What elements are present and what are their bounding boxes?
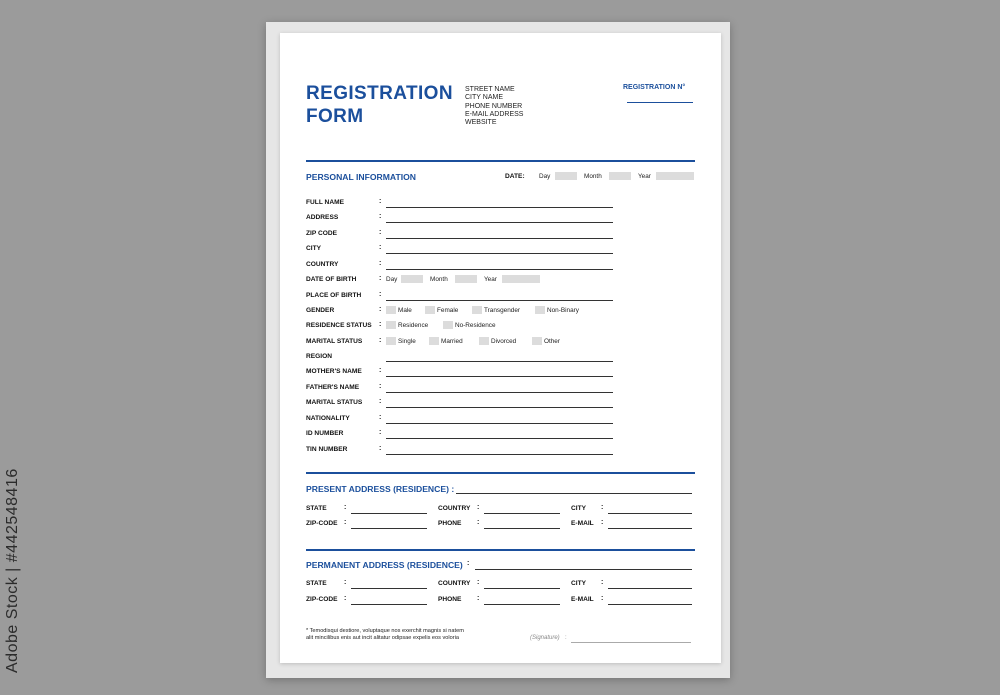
permanent-address-field[interactable] xyxy=(475,569,692,570)
colon: : xyxy=(601,519,604,526)
colon: : xyxy=(477,519,480,526)
fathers-name-field[interactable] xyxy=(386,392,613,393)
footnote-line1: * Temodisqui destiore, voluptaque nos exerchit magnis si natem xyxy=(306,628,464,634)
present-zip-label: ZIP-CODE xyxy=(306,520,338,527)
dob-day-label: Day xyxy=(386,276,398,283)
present-email-field[interactable] xyxy=(608,528,692,529)
present-country-label: COUNTRY xyxy=(438,505,471,512)
permanent-state-label: STATE xyxy=(306,580,327,587)
colon: : xyxy=(344,519,347,526)
gender-male-checkbox[interactable] xyxy=(386,306,396,314)
colon: : xyxy=(379,383,382,390)
colon: : xyxy=(379,337,382,344)
personal-info-title: PERSONAL INFORMATION xyxy=(306,172,416,182)
marital-single-checkbox[interactable] xyxy=(386,337,396,345)
contact-street: STREET NAME xyxy=(465,86,515,93)
full-name-field[interactable] xyxy=(386,207,613,208)
marital-other-label: Other xyxy=(544,338,560,345)
gender-nonbinary-label: Non-Binary xyxy=(547,307,579,314)
mothers-name-field[interactable] xyxy=(386,376,613,377)
colon: : xyxy=(477,595,480,602)
colon: : xyxy=(565,635,567,641)
present-country-field[interactable] xyxy=(484,513,560,514)
gender-transgender-label: Transgender xyxy=(484,307,520,314)
date-year-field[interactable] xyxy=(656,172,694,180)
marital-status-2-label: MARITAL STATUS xyxy=(306,399,363,406)
id-number-label: ID NUMBER xyxy=(306,430,344,437)
dob-month-label: Month xyxy=(430,276,448,283)
permanent-phone-label: PHONE xyxy=(438,596,462,603)
colon: : xyxy=(344,504,347,511)
colon: : xyxy=(379,306,382,313)
present-address-title: PRESENT ADDRESS (RESIDENCE) : xyxy=(306,484,455,494)
colon: : xyxy=(379,260,382,267)
tin-number-label: TIN NUMBER xyxy=(306,446,348,453)
present-email-label: E-MAIL xyxy=(571,520,594,527)
footnote xyxy=(306,628,536,642)
date-year-label: Year xyxy=(638,173,651,180)
address-label: ADDRESS xyxy=(306,214,339,221)
city-field[interactable] xyxy=(386,253,613,254)
id-number-field[interactable] xyxy=(386,438,613,439)
colon: : xyxy=(379,229,382,236)
section-divider xyxy=(306,549,695,551)
date-day-label: Day xyxy=(539,173,551,180)
colon: : xyxy=(379,429,382,436)
marital-status-2-field[interactable] xyxy=(386,407,613,408)
form-title-line1: REGISTRATION xyxy=(306,83,453,104)
colon: : xyxy=(379,291,382,298)
date-day-field[interactable] xyxy=(555,172,577,180)
country-label: COUNTRY xyxy=(306,261,339,268)
registration-form-page xyxy=(280,33,721,663)
contact-email: E-MAIL ADDRESS xyxy=(465,110,524,118)
marital-status-label: MARITAL STATUS xyxy=(306,338,363,345)
fathers-name-label: FATHER'S NAME xyxy=(306,384,360,391)
present-state-label: STATE xyxy=(306,505,327,512)
contact-phone: PHONE NUMBER xyxy=(465,102,523,110)
marital-divorced-label: Divorced xyxy=(491,338,517,345)
present-city-label: CITY xyxy=(571,505,587,512)
colon: : xyxy=(379,445,382,452)
permanent-address-title: PERMANENT ADDRESS (RESIDENCE) xyxy=(306,560,463,570)
city-label: CITY xyxy=(306,245,322,252)
present-phone-label: PHONE xyxy=(438,520,462,527)
dob-year-field[interactable] xyxy=(502,275,540,283)
gender-nonbinary-checkbox[interactable] xyxy=(535,306,545,314)
nationality-label: NATIONALITY xyxy=(306,415,350,422)
gender-male-label: Male xyxy=(398,307,412,314)
colon: : xyxy=(379,321,382,328)
gender-transgender-checkbox[interactable] xyxy=(472,306,482,314)
zip-code-label: ZIP CODE xyxy=(306,230,338,237)
gender-female-label: Female xyxy=(437,307,459,314)
registration-number-field[interactable] xyxy=(627,102,693,103)
contact-block xyxy=(465,86,523,127)
date-label: DATE: xyxy=(505,173,525,180)
date-month-label: Month xyxy=(584,173,602,180)
permanent-country-label: COUNTRY xyxy=(438,580,471,587)
permanent-city-label: CITY xyxy=(571,580,587,587)
date-month-field[interactable] xyxy=(609,172,631,180)
signature-label: (Signature) xyxy=(530,635,560,641)
permanent-zip-field[interactable] xyxy=(351,604,427,605)
section-divider xyxy=(306,472,695,474)
tin-number-field[interactable] xyxy=(386,454,613,455)
colon: : xyxy=(477,579,480,586)
dob-year-label: Year xyxy=(484,276,497,283)
present-city-field[interactable] xyxy=(608,513,692,514)
present-address-field[interactable] xyxy=(456,493,692,494)
form-title-line2: FORM xyxy=(306,106,364,127)
gender-label: GENDER xyxy=(306,307,335,314)
marital-married-checkbox[interactable] xyxy=(429,337,439,345)
zip-code-field[interactable] xyxy=(386,238,613,239)
permanent-city-field[interactable] xyxy=(608,588,692,589)
contact-city: CITY NAME xyxy=(465,94,503,102)
no-residence-checkbox[interactable] xyxy=(443,321,453,329)
place-of-birth-field[interactable] xyxy=(386,300,613,301)
gender-female-checkbox[interactable] xyxy=(425,306,435,314)
region-field[interactable] xyxy=(386,361,613,362)
place-of-birth-label: PLACE OF BIRTH xyxy=(306,292,362,299)
date-of-birth-label: DATE OF BIRTH xyxy=(306,276,357,283)
stock-watermark-label: Adobe Stock | #442548416 xyxy=(4,468,21,673)
permanent-email-label: E-MAIL xyxy=(571,596,594,603)
region-label: REGION xyxy=(306,353,333,360)
colon: : xyxy=(379,198,382,205)
colon: : xyxy=(379,367,382,374)
residence-status-label: RESIDENCE STATUS xyxy=(306,322,372,329)
address-field[interactable] xyxy=(386,222,613,223)
marital-single-label: Single xyxy=(398,338,416,345)
registration-number-label: REGISTRATION N° xyxy=(623,84,686,91)
present-zip-field[interactable] xyxy=(351,528,427,529)
permanent-phone-field[interactable] xyxy=(484,604,560,605)
country-field[interactable] xyxy=(386,269,613,270)
form-title xyxy=(306,82,466,128)
marital-divorced-checkbox[interactable] xyxy=(479,337,489,345)
colon: : xyxy=(477,504,480,511)
footnote-line2: alit mincilibus enis aut incit alitatur odipsae expelis eos voloria xyxy=(306,635,459,641)
colon: : xyxy=(379,275,382,282)
permanent-country-field[interactable] xyxy=(484,588,560,589)
marital-married-label: Married xyxy=(441,338,463,345)
colon: : xyxy=(379,213,382,220)
present-state-field[interactable] xyxy=(351,513,427,514)
present-phone-field[interactable] xyxy=(484,528,560,529)
colon: : xyxy=(467,560,470,567)
section-divider xyxy=(306,160,695,162)
colon: : xyxy=(601,579,604,586)
colon: : xyxy=(601,504,604,511)
colon: : xyxy=(379,244,382,251)
mothers-name-label: MOTHER'S NAME xyxy=(306,368,362,375)
residence-option-label: Residence xyxy=(398,322,429,329)
colon: : xyxy=(344,595,347,602)
permanent-zip-label: ZIP-CODE xyxy=(306,596,338,603)
colon: : xyxy=(344,579,347,586)
permanent-state-field[interactable] xyxy=(351,588,427,589)
colon: : xyxy=(379,398,382,405)
residence-checkbox[interactable] xyxy=(386,321,396,329)
dob-day-field[interactable] xyxy=(401,275,423,283)
no-residence-option-label: No-Residence xyxy=(455,322,496,329)
dob-month-field[interactable] xyxy=(455,275,477,283)
nationality-field[interactable] xyxy=(386,423,613,424)
full-name-label: FULL NAME xyxy=(306,199,344,206)
contact-website: WEBSITE xyxy=(465,119,497,127)
colon: : xyxy=(379,414,382,421)
marital-other-checkbox[interactable] xyxy=(532,337,542,345)
signature-field[interactable] xyxy=(571,642,691,643)
permanent-email-field[interactable] xyxy=(608,604,692,605)
colon: : xyxy=(601,595,604,602)
